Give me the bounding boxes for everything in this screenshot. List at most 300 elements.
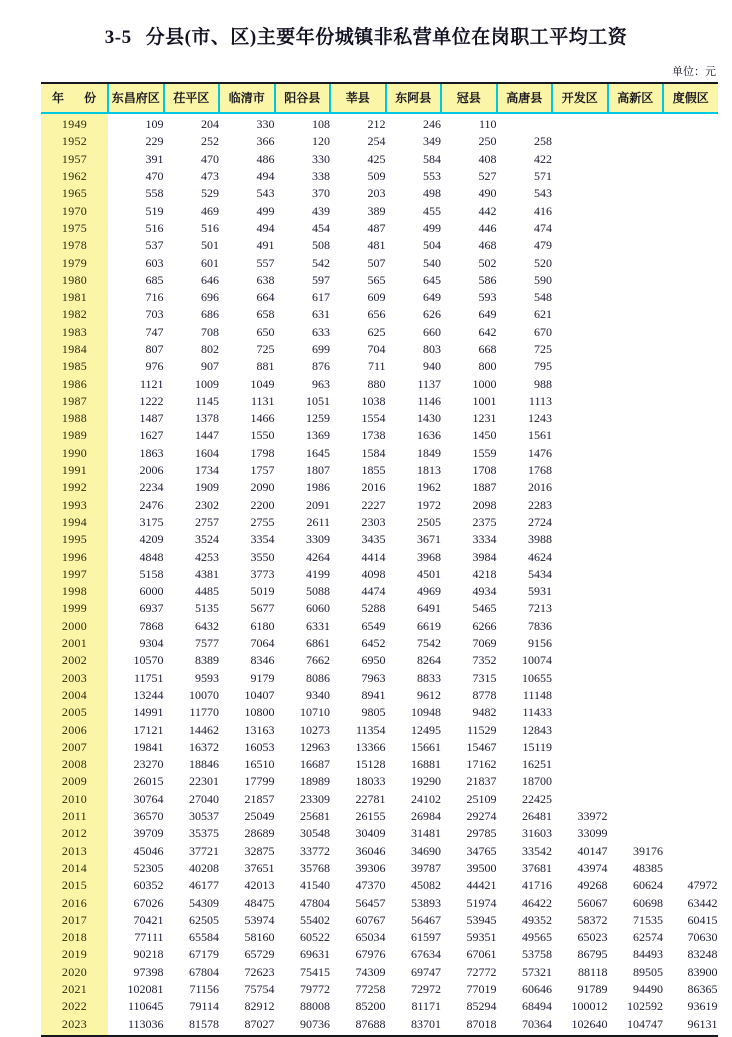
year-cell: 2015 — [41, 877, 108, 894]
value-cell: 1962 — [386, 479, 442, 496]
value-cell: 58372 — [552, 912, 608, 929]
value-cell — [608, 687, 664, 704]
value-cell: 1561 — [497, 427, 553, 444]
value-cell: 9612 — [386, 687, 442, 704]
value-cell: 747 — [108, 324, 164, 341]
value-cell: 5019 — [219, 583, 275, 600]
value-cell — [663, 773, 718, 790]
value-cell — [663, 202, 718, 219]
value-cell: 29785 — [441, 825, 497, 842]
value-cell: 6950 — [330, 652, 386, 669]
value-cell: 26015 — [108, 773, 164, 790]
value-cell: 4209 — [108, 531, 164, 548]
value-cell: 1813 — [386, 462, 442, 479]
table-title-text: 分县(市、区)主要年份城镇非私营单位在岗职工平均工资 — [145, 27, 628, 48]
table-row — [41, 410, 718, 427]
value-cell: 37681 — [497, 860, 553, 877]
value-cell: 10070 — [164, 687, 220, 704]
value-cell: 507 — [330, 254, 386, 271]
value-cell: 446 — [441, 220, 497, 237]
value-cell: 25681 — [275, 808, 331, 825]
value-cell: 1378 — [164, 410, 220, 427]
value-cell: 258 — [497, 133, 553, 150]
value-cell: 725 — [497, 341, 553, 358]
value-cell: 473 — [164, 168, 220, 185]
value-cell — [663, 358, 718, 375]
table-row — [41, 670, 718, 687]
value-cell: 36570 — [108, 808, 164, 825]
value-cell: 46177 — [164, 877, 220, 894]
value-cell: 11148 — [497, 687, 553, 704]
value-cell: 1734 — [164, 462, 220, 479]
value-cell: 803 — [386, 341, 442, 358]
year-cell: 2017 — [41, 912, 108, 929]
year-cell: 1988 — [41, 410, 108, 427]
value-cell — [608, 272, 664, 289]
value-cell: 60698 — [608, 894, 664, 911]
year-cell: 1993 — [41, 497, 108, 514]
value-cell: 35375 — [164, 825, 220, 842]
value-cell: 540 — [386, 254, 442, 271]
value-cell: 5677 — [219, 600, 275, 617]
year-cell: 1986 — [41, 375, 108, 392]
value-cell — [608, 133, 664, 150]
year-cell: 2011 — [41, 808, 108, 825]
value-cell — [663, 220, 718, 237]
value-cell: 46422 — [497, 894, 553, 911]
value-cell: 8389 — [164, 652, 220, 669]
value-cell: 27040 — [164, 791, 220, 808]
value-cell: 11354 — [330, 721, 386, 738]
value-cell: 18989 — [275, 773, 331, 790]
value-cell: 10273 — [275, 721, 331, 738]
value-cell — [608, 341, 664, 358]
value-cell: 33972 — [552, 808, 608, 825]
value-cell: 3435 — [330, 531, 386, 548]
value-cell: 1554 — [330, 410, 386, 427]
value-cell — [663, 497, 718, 514]
value-cell: 481 — [330, 237, 386, 254]
value-cell: 1145 — [164, 393, 220, 410]
table-row — [41, 220, 718, 237]
value-cell: 97398 — [108, 964, 164, 981]
value-cell: 6861 — [275, 635, 331, 652]
value-cell: 349 — [386, 133, 442, 150]
column-header-donge: 东阿县 — [386, 83, 442, 113]
value-cell: 81578 — [164, 1015, 220, 1035]
value-cell — [663, 704, 718, 721]
year-cell: 1978 — [41, 237, 108, 254]
value-cell — [608, 652, 664, 669]
year-cell: 1991 — [41, 462, 108, 479]
value-cell: 26481 — [497, 808, 553, 825]
value-cell: 2611 — [275, 514, 331, 531]
table-row — [41, 479, 718, 496]
value-cell: 41540 — [275, 877, 331, 894]
table-row — [41, 113, 718, 133]
table-row — [41, 254, 718, 271]
value-cell: 1466 — [219, 410, 275, 427]
value-cell: 12843 — [497, 721, 553, 738]
table-row — [41, 860, 718, 877]
value-cell: 391 — [108, 151, 164, 168]
value-cell: 17799 — [219, 773, 275, 790]
value-cell: 4501 — [386, 566, 442, 583]
year-cell: 1965 — [41, 185, 108, 202]
value-cell: 725 — [219, 341, 275, 358]
value-cell: 537 — [108, 237, 164, 254]
value-cell: 590 — [497, 272, 553, 289]
value-cell — [552, 324, 608, 341]
value-cell: 501 — [164, 237, 220, 254]
value-cell: 486 — [219, 151, 275, 168]
value-cell — [608, 393, 664, 410]
value-cell — [608, 566, 664, 583]
value-cell: 25109 — [441, 791, 497, 808]
value-cell: 13163 — [219, 721, 275, 738]
value-cell: 16053 — [219, 739, 275, 756]
value-cell — [608, 445, 664, 462]
year-cell: 1949 — [41, 113, 108, 133]
value-cell: 1986 — [275, 479, 331, 496]
value-cell: 67634 — [386, 946, 442, 963]
value-cell: 45046 — [108, 842, 164, 859]
value-cell: 28689 — [219, 825, 275, 842]
table-row — [41, 237, 718, 254]
value-cell: 502 — [441, 254, 497, 271]
value-cell — [608, 514, 664, 531]
value-cell: 1450 — [441, 427, 497, 444]
year-cell: 2005 — [41, 704, 108, 721]
value-cell: 88118 — [552, 964, 608, 981]
value-cell: 229 — [108, 133, 164, 150]
table-row — [41, 929, 718, 946]
value-cell: 4474 — [330, 583, 386, 600]
table-row — [41, 877, 718, 894]
year-cell: 1983 — [41, 324, 108, 341]
value-cell: 9304 — [108, 635, 164, 652]
value-cell: 108 — [275, 113, 331, 133]
value-cell — [663, 479, 718, 496]
value-cell: 527 — [441, 168, 497, 185]
value-cell: 39306 — [330, 860, 386, 877]
value-cell: 53974 — [219, 912, 275, 929]
value-cell: 907 — [164, 358, 220, 375]
table-row — [41, 842, 718, 859]
value-cell: 1131 — [219, 393, 275, 410]
value-cell: 6000 — [108, 583, 164, 600]
value-cell — [663, 462, 718, 479]
value-cell — [663, 113, 718, 133]
value-cell: 2755 — [219, 514, 275, 531]
value-cell: 1768 — [497, 462, 553, 479]
value-cell: 70364 — [497, 1015, 553, 1035]
table-container — [41, 79, 718, 1037]
value-cell: 88008 — [275, 998, 331, 1015]
value-cell — [663, 808, 718, 825]
value-cell: 71156 — [164, 981, 220, 998]
value-cell: 16687 — [275, 756, 331, 773]
value-cell — [552, 600, 608, 617]
value-cell: 1009 — [164, 375, 220, 392]
value-cell: 5434 — [497, 566, 553, 583]
value-cell: 5158 — [108, 566, 164, 583]
value-cell — [608, 375, 664, 392]
year-cell: 1996 — [41, 548, 108, 565]
value-cell: 470 — [164, 151, 220, 168]
year-cell: 2022 — [41, 998, 108, 1015]
value-cell: 557 — [219, 254, 275, 271]
value-cell: 8086 — [275, 670, 331, 687]
value-cell: 516 — [164, 220, 220, 237]
value-cell — [608, 497, 664, 514]
year-cell: 2007 — [41, 739, 108, 756]
value-cell: 87027 — [219, 1015, 275, 1035]
value-cell: 508 — [275, 237, 331, 254]
value-cell — [552, 341, 608, 358]
value-cell — [608, 756, 664, 773]
value-cell: 250 — [441, 133, 497, 150]
value-cell: 1051 — [275, 393, 331, 410]
value-cell: 1430 — [386, 410, 442, 427]
value-cell — [663, 583, 718, 600]
value-cell: 33099 — [552, 825, 608, 842]
value-cell: 67061 — [441, 946, 497, 963]
value-cell — [552, 151, 608, 168]
table-row — [41, 635, 718, 652]
value-cell: 21857 — [219, 791, 275, 808]
value-cell — [663, 635, 718, 652]
value-cell: 1231 — [441, 410, 497, 427]
value-cell: 30409 — [330, 825, 386, 842]
value-cell — [608, 618, 664, 635]
value-cell: 876 — [275, 358, 331, 375]
year-cell: 2001 — [41, 635, 108, 652]
value-cell: 14462 — [164, 721, 220, 738]
value-cell: 621 — [497, 306, 553, 323]
value-cell — [608, 202, 664, 219]
year-cell: 1980 — [41, 272, 108, 289]
value-cell: 2006 — [108, 462, 164, 479]
value-cell: 10570 — [108, 652, 164, 669]
table-row — [41, 393, 718, 410]
page-title — [0, 0, 732, 49]
table-row — [41, 998, 718, 1015]
value-cell: 60352 — [108, 877, 164, 894]
value-cell: 2090 — [219, 479, 275, 496]
value-cell: 660 — [386, 324, 442, 341]
value-cell: 9340 — [275, 687, 331, 704]
value-cell: 7868 — [108, 618, 164, 635]
value-cell: 3773 — [219, 566, 275, 583]
value-cell: 18700 — [497, 773, 553, 790]
value-cell: 499 — [386, 220, 442, 237]
value-cell: 479 — [497, 237, 553, 254]
wage-table — [41, 82, 718, 1037]
value-cell: 708 — [164, 324, 220, 341]
value-cell — [663, 289, 718, 306]
value-cell — [552, 133, 608, 150]
value-cell: 425 — [330, 151, 386, 168]
value-cell: 601 — [164, 254, 220, 271]
table-row — [41, 272, 718, 289]
table-row — [41, 825, 718, 842]
value-cell: 40208 — [164, 860, 220, 877]
year-cell: 1990 — [41, 445, 108, 462]
year-cell: 2000 — [41, 618, 108, 635]
value-cell: 3175 — [108, 514, 164, 531]
value-cell — [608, 791, 664, 808]
value-cell — [663, 185, 718, 202]
value-cell: 2227 — [330, 497, 386, 514]
value-cell: 17162 — [441, 756, 497, 773]
value-cell — [552, 445, 608, 462]
value-cell: 6060 — [275, 600, 331, 617]
value-cell: 40147 — [552, 842, 608, 859]
value-cell: 17121 — [108, 721, 164, 738]
value-cell — [663, 531, 718, 548]
value-cell: 42013 — [219, 877, 275, 894]
value-cell: 246 — [386, 113, 442, 133]
value-cell: 9593 — [164, 670, 220, 687]
value-cell: 5931 — [497, 583, 553, 600]
value-cell: 11770 — [164, 704, 220, 721]
value-cell: 1738 — [330, 427, 386, 444]
value-cell: 711 — [330, 358, 386, 375]
value-cell: 1146 — [386, 393, 442, 410]
value-cell: 49565 — [497, 929, 553, 946]
value-cell — [552, 427, 608, 444]
value-cell — [608, 168, 664, 185]
value-cell: 39709 — [108, 825, 164, 842]
table-row — [41, 773, 718, 790]
value-cell — [552, 254, 608, 271]
value-cell: 470 — [108, 168, 164, 185]
value-cell: 65023 — [552, 929, 608, 946]
value-cell: 83248 — [663, 946, 718, 963]
year-cell: 2010 — [41, 791, 108, 808]
table-row — [41, 133, 718, 150]
value-cell — [608, 113, 664, 133]
value-cell: 7662 — [275, 652, 331, 669]
value-cell — [552, 462, 608, 479]
value-cell — [608, 254, 664, 271]
value-cell: 47370 — [330, 877, 386, 894]
value-cell: 2234 — [108, 479, 164, 496]
table-row — [41, 704, 718, 721]
value-cell: 90736 — [275, 1015, 331, 1035]
value-cell: 3968 — [386, 548, 442, 565]
value-cell — [552, 670, 608, 687]
value-cell: 2302 — [164, 497, 220, 514]
value-cell: 469 — [164, 202, 220, 219]
value-cell: 3354 — [219, 531, 275, 548]
value-cell: 69631 — [275, 946, 331, 963]
table-row — [41, 981, 718, 998]
value-cell: 696 — [164, 289, 220, 306]
value-cell — [608, 462, 664, 479]
table-row — [41, 462, 718, 479]
value-cell: 2303 — [330, 514, 386, 531]
value-cell — [663, 618, 718, 635]
value-cell: 4218 — [441, 566, 497, 583]
value-cell: 366 — [219, 133, 275, 150]
value-cell — [552, 583, 608, 600]
value-cell — [608, 635, 664, 652]
value-cell: 584 — [386, 151, 442, 168]
value-cell: 548 — [497, 289, 553, 306]
column-header-year: 年 份 — [41, 83, 108, 113]
value-cell: 12963 — [275, 739, 331, 756]
value-cell: 1001 — [441, 393, 497, 410]
value-cell: 54309 — [164, 894, 220, 911]
value-cell — [663, 445, 718, 462]
value-cell: 642 — [441, 324, 497, 341]
value-cell: 203 — [330, 185, 386, 202]
value-cell: 408 — [441, 151, 497, 168]
year-cell: 2013 — [41, 842, 108, 859]
column-header-dujiaqu: 度假区 — [663, 83, 718, 113]
value-cell: 70421 — [108, 912, 164, 929]
value-cell: 6452 — [330, 635, 386, 652]
column-header-gaotang: 高唐县 — [497, 83, 553, 113]
value-cell — [608, 358, 664, 375]
value-cell: 565 — [330, 272, 386, 289]
value-cell: 703 — [108, 306, 164, 323]
value-cell: 65729 — [219, 946, 275, 963]
value-cell: 650 — [219, 324, 275, 341]
year-cell: 2014 — [41, 860, 108, 877]
value-cell: 558 — [108, 185, 164, 202]
year-cell: 1992 — [41, 479, 108, 496]
value-cell: 56457 — [330, 894, 386, 911]
value-cell: 212 — [330, 113, 386, 133]
year-cell: 2009 — [41, 773, 108, 790]
value-cell: 60646 — [497, 981, 553, 998]
value-cell — [552, 531, 608, 548]
value-cell — [663, 860, 718, 877]
value-cell: 6619 — [386, 618, 442, 635]
value-cell — [552, 497, 608, 514]
value-cell: 11529 — [441, 721, 497, 738]
value-cell: 1863 — [108, 445, 164, 462]
value-cell: 47804 — [275, 894, 331, 911]
value-cell: 7069 — [441, 635, 497, 652]
year-cell: 1981 — [41, 289, 108, 306]
value-cell: 509 — [330, 168, 386, 185]
value-cell: 5088 — [275, 583, 331, 600]
value-cell: 1222 — [108, 393, 164, 410]
year-cell: 2016 — [41, 894, 108, 911]
value-cell: 204 — [164, 113, 220, 133]
value-cell: 6491 — [386, 600, 442, 617]
value-cell: 1121 — [108, 375, 164, 392]
value-cell: 53758 — [497, 946, 553, 963]
value-cell: 85294 — [441, 998, 497, 1015]
value-cell — [552, 721, 608, 738]
value-cell: 9805 — [330, 704, 386, 721]
value-cell: 19290 — [386, 773, 442, 790]
value-cell: 7315 — [441, 670, 497, 687]
value-cell: 60624 — [608, 877, 664, 894]
value-cell: 1636 — [386, 427, 442, 444]
value-cell — [552, 113, 608, 133]
value-cell: 543 — [497, 185, 553, 202]
value-cell: 617 — [275, 289, 331, 306]
value-cell: 72623 — [219, 964, 275, 981]
table-row — [41, 168, 718, 185]
value-cell: 86365 — [663, 981, 718, 998]
